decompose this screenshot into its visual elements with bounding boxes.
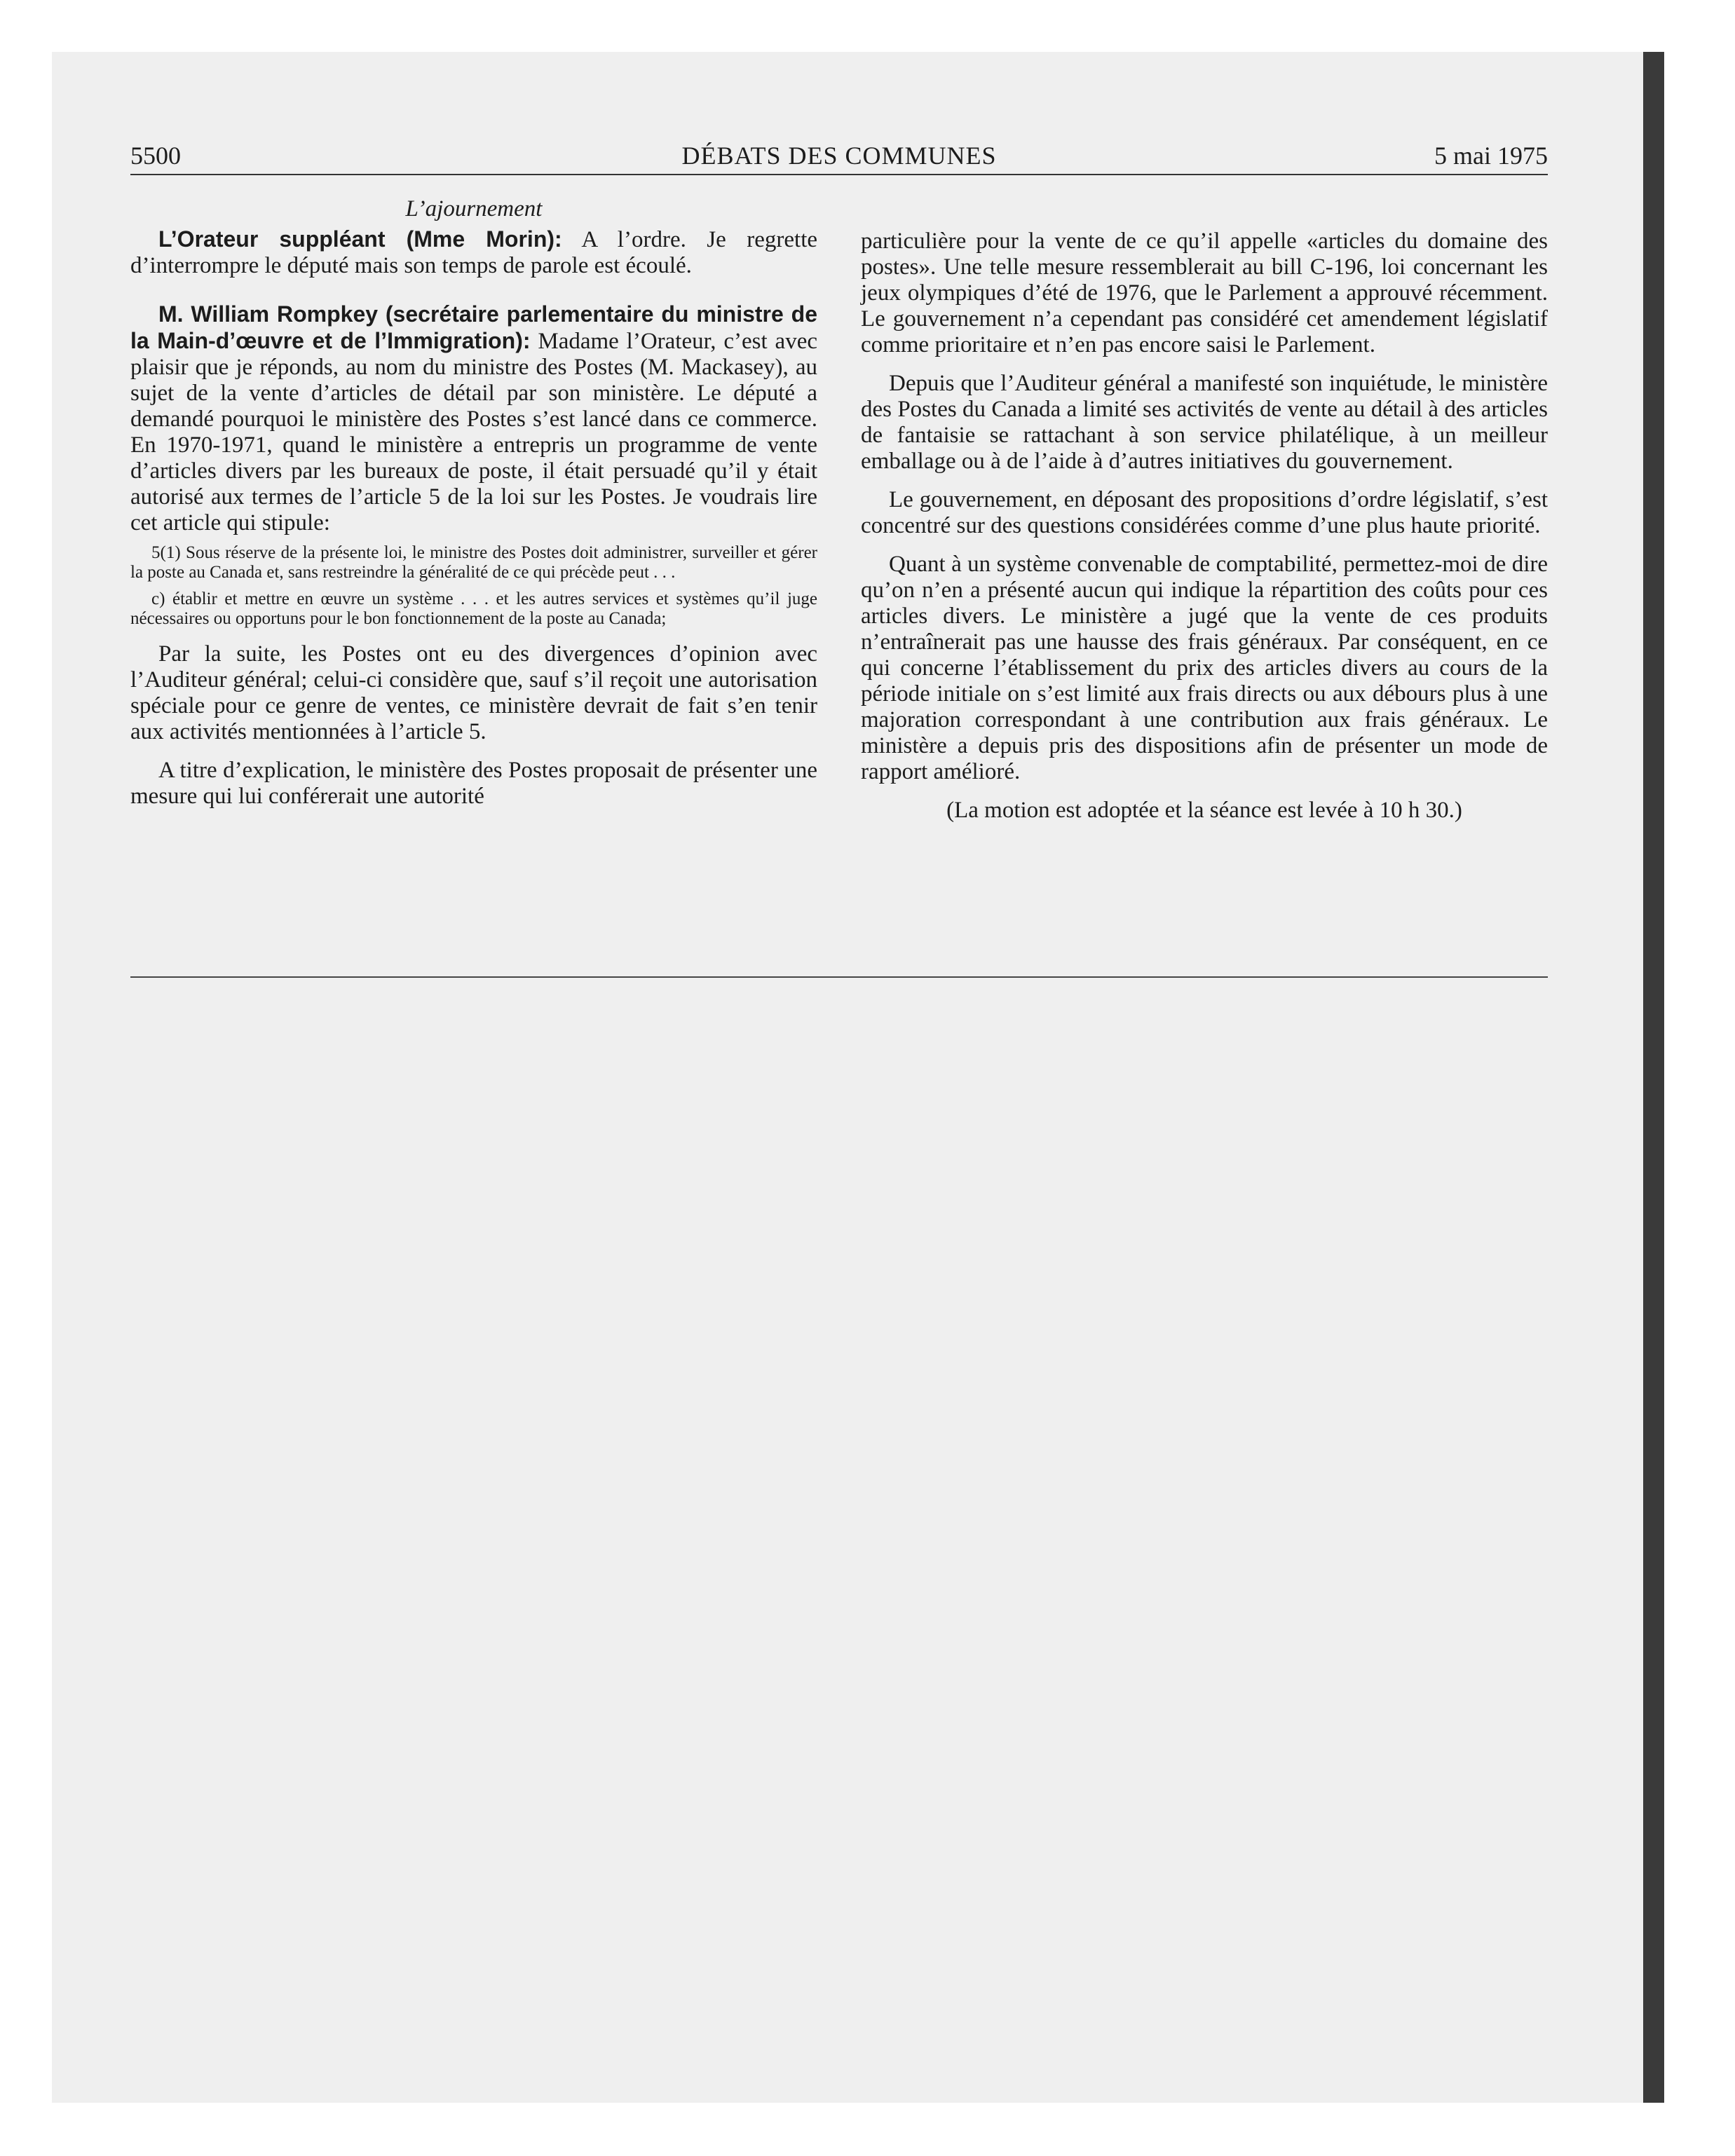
paragraph-rompkey	[130, 301, 817, 536]
scan-edge-shadow	[1643, 52, 1664, 2103]
closing-note: (La motion est adoptée et la séance est levée à 10 h 30.)	[946, 798, 1462, 823]
page-header	[130, 137, 1548, 174]
paragraph: Depuis que l’Auditeur général a manifesté son inquiétude, le ministère des Postes du Canada a limité ses activités de vente au détail à des articles de fantaisie se rattachant à son service philatélique, à un meilleur emballage ou à de l’aide à d’autres initiatives du gouvernement.	[861, 371, 1548, 474]
paragraph: particulière pour la vente de ce qu’il appelle «articles du domaine des postes». Une telle mesure ressemblerait au bill C-196, loi concernant les jeux olympiques d’été de 1976, que le Parlement a approuvé récemment. Le gouvernement n’a cependant pas considéré cet amendement législatif comme prioritaire et n’en pas encore saisi le Parlement.	[861, 228, 1548, 357]
paragraph: Par la suite, les Postes ont eu des divergences d’opinion avec l’Auditeur général; celui-ci considère que, sauf s’il reçoit une autorisation spéciale pour ce genre de ventes, ce ministère devrait de fait s’en tenir aux activités mentionnées à l’article 5.	[130, 641, 817, 744]
publication-title: DÉBATS DES COMMUNES	[681, 142, 997, 170]
statute-quote	[130, 543, 817, 629]
paragraph: Le gouvernement, en déposant des propositions d’ordre législatif, s’est concentré sur des questions considérées comme d’une plus haute priorité.	[861, 487, 1548, 538]
section-title: L’ajournement	[405, 196, 543, 221]
right-column	[861, 228, 1548, 824]
speaker-name: M. William Rompkey (secrétaire parlementaire du ministre de la Main-d’œuvre et de l’Immigration):	[130, 301, 817, 353]
page-number: 5500	[130, 142, 181, 170]
header-rule	[130, 174, 1548, 175]
left-column	[130, 196, 817, 810]
paragraph-text: Madame l’Orateur, c’est avec plaisir que je réponds, au nom du ministre des Postes (M. Mackasey), au sujet de la vente d’articles de détail par son ministère. Le député a demandé pourquoi le ministère des Postes s’est lancé dans ce commerce. En 1970-1971, quand le ministère a entrepris un programme de vente d’articles divers par les bureaux de poste, il était persuadé qu’il y était autorisé aux termes de l’article 5 de la loi sur les Postes. Je voudrais lire cet article qui stipule:	[130, 329, 817, 535]
quote-paragraph: c) établir et mettre en œuvre un système . . . et les autres services et systèmes qu’il juge nécessaires ou opportuns pour le bon fonctionnement de la poste au Canada;	[130, 589, 817, 628]
speaker-name: L’Orateur suppléant (Mme Morin):	[158, 226, 562, 252]
paragraph: A titre d’explication, le ministère des Postes proposait de présenter une mesure qui lui conférerait une autorité	[130, 758, 817, 809]
paragraph: Quant à un système convenable de comptabilité, permettez-moi de dire qu’on n’en a présenté aucun qui indique la répartition des coûts pour ces articles divers. Le ministère a jugé que la vente de ces produits n’entraînerait pas une hausse des frais généraux. Par conséquent, en ce qui concerne l’établissement du prix des articles divers au cours de la période initiale on s’est limité aux frais directs ou aux débours plus à une majoration correspondant à une contribution aux frais généraux. Le ministère a depuis pris des dispositions afin de présenter un mode de rapport amélioré.	[861, 552, 1548, 784]
page-date: 5 mai 1975	[1434, 142, 1548, 170]
paragraph-text: A l’ordre. Je regrette d’interrompre le député mais son temps de parole est écoulé.	[130, 227, 818, 278]
end-rule	[130, 976, 1548, 978]
paragraph-orateur	[130, 226, 817, 279]
quote-paragraph: 5(1) Sous réserve de la présente loi, le ministre des Postes doit administrer, surveiller et gérer la poste au Canada et, sans restreindre la généralité de ce qui précède peut . . .	[130, 543, 817, 582]
